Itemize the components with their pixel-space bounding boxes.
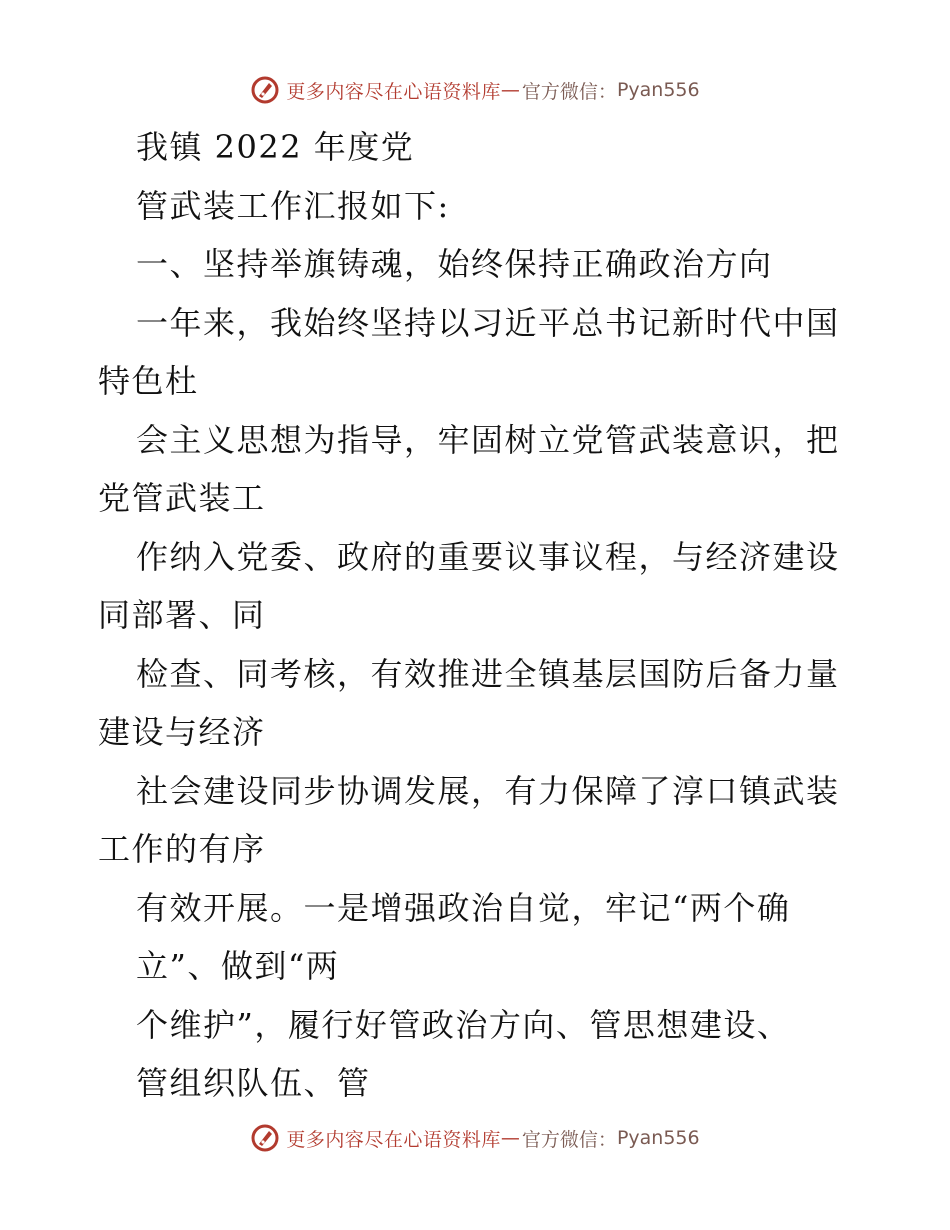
- pen-nib-circle-icon: [250, 75, 280, 105]
- watermark-label: 官方微信：: [521, 1128, 617, 1151]
- body-line-16: 管组织队伍、管: [136, 1064, 371, 1102]
- footer-watermark: [0, 1118, 950, 1158]
- header-watermark: [0, 70, 950, 110]
- document-body: [98, 118, 858, 1113]
- body-line-1: 我镇 2022 年度党: [136, 128, 415, 166]
- body-line-8: 同部署、同: [98, 596, 266, 634]
- watermark-site-text: 更多内容尽在心语资料库: [286, 1128, 501, 1151]
- body-line-13: 有效开展。一是增强政治自觉，牢记“两个确: [136, 888, 791, 927]
- body-line-5: 会主义思想为指导，牢固树立党管武装意识，把: [136, 420, 840, 459]
- watermark-label: 官方微信：: [521, 80, 617, 103]
- watermark-site-text: 更多内容尽在心语资料库: [286, 80, 501, 103]
- body-line-14: 立”、做到“两: [136, 947, 340, 985]
- section-heading-1: 一、坚持举旗铸魂，始终保持正确政治方向: [136, 245, 773, 283]
- watermark-separator: —: [500, 79, 520, 101]
- body-line-10: 建设与经济: [98, 713, 266, 751]
- body-line-3: 一年来，我始终坚持以习近平总书记新时代中国: [136, 303, 840, 342]
- body-line-12: 工作的有序: [98, 830, 266, 868]
- pen-nib-circle-icon: [250, 1123, 280, 1153]
- body-line-4: 特色杜: [98, 362, 199, 400]
- watermark-separator: —: [500, 1127, 520, 1149]
- body-line-6: 党管武装工: [98, 479, 266, 517]
- watermark-wechat-id: Pyan556: [616, 1127, 700, 1149]
- body-line-11: 社会建设同步协调发展，有力保障了淳口镇武装: [136, 771, 840, 810]
- body-line-9: 检查、同考核，有效推进全镇基层国防后备力量: [136, 654, 840, 693]
- body-line-15: 个维护”，履行好管政治方向、管思想建设、: [136, 1005, 791, 1044]
- watermark-wechat-id: Pyan556: [616, 79, 700, 101]
- body-line-2: 管武装工作汇报如下:: [136, 186, 450, 225]
- body-line-7: 作纳入党委、政府的重要议事议程，与经济建设: [136, 537, 840, 576]
